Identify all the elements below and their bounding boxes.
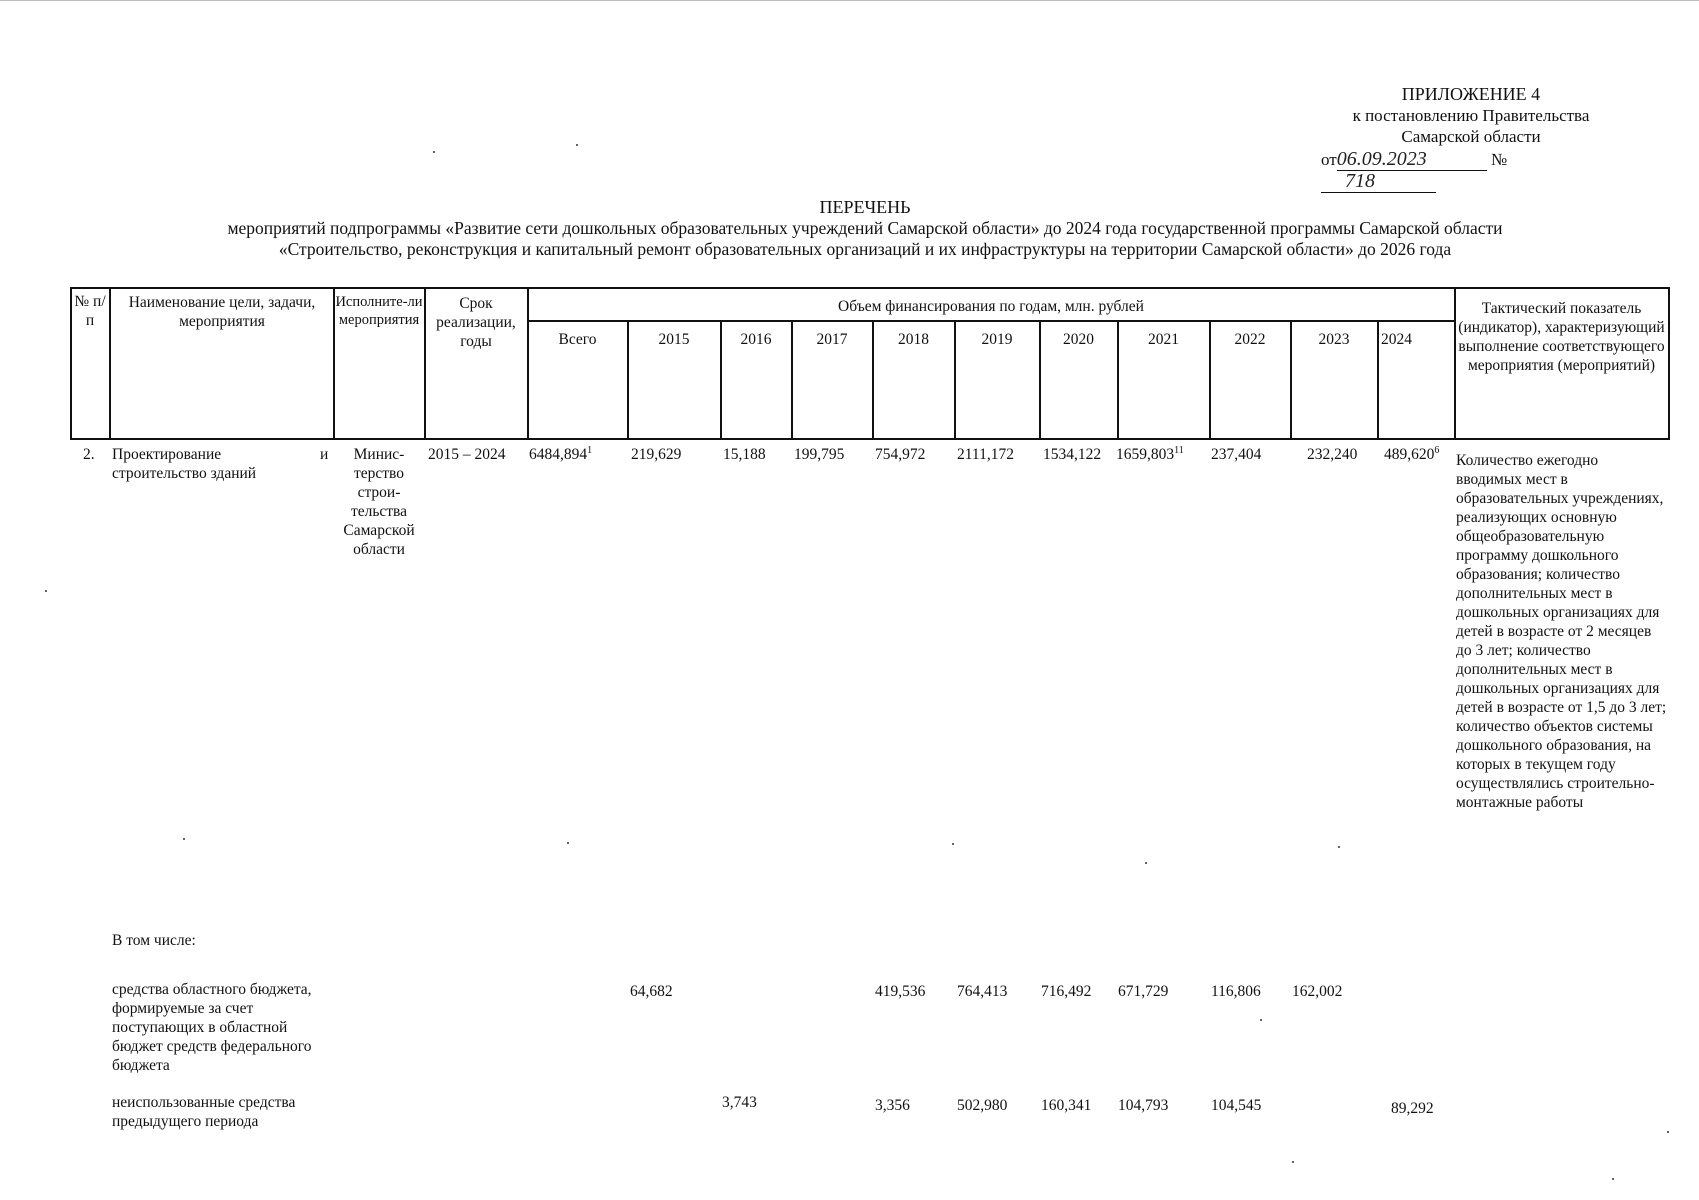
document-subtitle-line2: «Строительство, реконструкция и капитальный ремонт образовательных организаций и их инфраструктуры на территории Самарской области» до 2026 года [278,239,1452,259]
row-value-2023: 232,240 [1307,446,1358,463]
appendix-line1: к постановлению Правительства [1352,106,1590,125]
scan-speck [1667,1131,1669,1133]
scan-speck [576,144,578,146]
scan-speck [1292,1161,1294,1163]
sub1-label: средства областного бюджета, формируемые за счет поступающих в областной бюджет средств федерального бюджета [112,981,312,1074]
table-top-border [70,287,1670,289]
document-subtitle-line1: мероприятий подпрограммы «Развитие сети дошкольных образовательных учреждений Самарской области» до 2024 года государственной программы Самарской области [227,218,1503,238]
row-total-value: 6484,894 [529,446,588,463]
row-value-2015: 219,629 [631,446,682,463]
sub1-2020: 716,492 [1041,983,1092,1000]
sub1-2023: 162,002 [1292,983,1343,1000]
sub2-2024: 89,292 [1391,1100,1434,1117]
scan-speck [1338,846,1340,848]
sub1-2022: 116,806 [1211,983,1261,1000]
row-value-2021-number: 1659,803 [1116,446,1175,463]
header-year-2023: 2023 [1318,331,1350,348]
row-value-2020: 1534,122 [1043,446,1102,463]
row-total [529,445,592,464]
sub2-2021: 104,793 [1118,1097,1169,1114]
row-value-2024-footnote: 6 [1434,444,1440,456]
header-funding: Объем финансирования по годам, млн. рублей [838,298,1144,315]
row-total-footnote: 1 [587,444,593,456]
row-period: 2015 – 2024 [428,446,506,463]
handwritten-number: 718 [1345,170,1375,192]
row-value-2018: 754,972 [875,446,926,463]
scan-speck [1612,1178,1614,1180]
sub1-2018: 419,536 [875,983,926,1000]
col-border [1377,320,1379,439]
header-year-2022: 2022 [1234,331,1266,348]
scan-speck [1260,1019,1262,1021]
appendix-heading: ПРИЛОЖЕНИЕ 4 [1401,84,1541,104]
date-prefix: от [1321,150,1337,169]
row-name-part1: Проектирование [112,446,222,463]
row-value-2017: 199,795 [794,446,845,463]
sub2-2016: 3,743 [722,1094,757,1111]
row-value-2024-number: 489,620 [1384,446,1435,463]
col-border [1668,287,1670,439]
sub2-2020: 160,341 [1041,1097,1092,1114]
handwritten-date: 06.09.2023 [1336,148,1427,170]
header-total: Всего [558,331,597,348]
document-title: ПЕРЕЧЕНЬ [819,197,911,217]
header-year-2019: 2019 [981,331,1013,348]
appendix-line2: Самарской области [1401,127,1541,146]
header-year-2016: 2016 [740,331,772,348]
row-executor: Минис-терство строи-тельства Самарской области [343,446,415,558]
scan-speck [433,151,435,153]
header-period: Срок реализации, годы [436,295,516,350]
sub2-2018: 3,356 [875,1097,910,1114]
row-indicator: Количество ежегодно вводимых мест в образовательных учреждениях, реализующих основную общеобразовательную программу дошкольного образования; количество дополнительных мест в дошкольных организациях для детей в возрасте от 2 месяцев до 3 лет; количество дополнительных мест в дошкольных организациях для детей в возрасте от 1,5 до 3 лет; количество объектов системы дошкольного образования, на которых в текущем году осуществлялись строительно-монтажные работы [1456,452,1667,811]
sub2-2022: 104,545 [1211,1097,1262,1114]
header-year-2020: 2020 [1063,331,1094,348]
header-year-2021: 2021 [1148,331,1179,348]
scan-speck [1145,862,1147,864]
scan-speck [183,838,185,840]
header-executor: Исполните-ли мероприятия [335,294,423,328]
scan-speck [567,842,569,844]
scan-speck [45,590,47,592]
sub1-2019: 764,413 [957,983,1008,1000]
row-value-2019: 2111,172 [957,446,1014,463]
row-name-part2: и [320,446,329,463]
sub2-label: неиспользованные средства предыдущего периода [112,1094,296,1130]
header-name: Наименование цели, задачи, мероприятия [128,294,316,330]
row-num: 2. [83,446,95,463]
header-year-2017: 2017 [816,331,848,348]
header-year-2024: 2024 [1381,331,1412,348]
sub1-2015: 64,682 [630,983,673,1000]
sub2-2019: 502,980 [957,1097,1008,1114]
col-border [109,287,111,439]
row-value-2021-footnote: 11 [1174,444,1184,456]
sub1-2021: 671,729 [1118,983,1169,1000]
row-name-part3: строительство зданий [112,465,257,482]
header-year-2015: 2015 [658,331,690,348]
scan-speck [952,843,954,845]
header-indicator: Тактический показатель (индикатор), характеризующий выполнение соответствующего мероприятия (мероприятий) [1458,300,1665,374]
header-bottom-border [70,438,1670,440]
header-year-2018: 2018 [898,331,929,348]
including-label: В том числе: [112,932,196,949]
header-num: № п/п [74,293,106,329]
funding-subheader-border [527,320,1454,322]
row-value-2016: 15,188 [723,446,766,463]
row-value-2021 [1116,445,1184,464]
row-value-2024 [1384,445,1439,464]
row-value-2022: 237,404 [1211,446,1262,463]
number-prefix: № [1490,150,1508,169]
